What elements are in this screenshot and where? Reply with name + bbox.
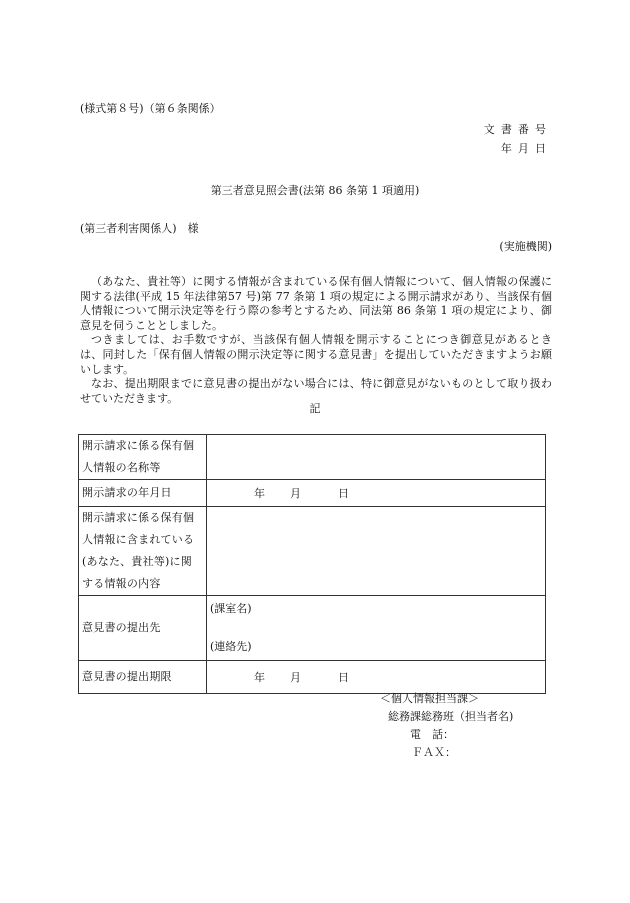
year-label: 年 <box>254 487 265 500</box>
ki-heading: 記 <box>309 402 321 415</box>
table-row <box>79 507 546 596</box>
year-label: 年 <box>254 671 265 684</box>
body-text <box>80 275 552 406</box>
request-info-name-label: 開示請求に係る保有個人情報の名称等 <box>79 435 207 480</box>
submission-destination-label: 意見書の提出先 <box>79 596 207 661</box>
month-label: 月 <box>290 487 301 500</box>
request-date-label: 開示請求の年月日 <box>79 480 207 507</box>
month-label: 月 <box>290 671 301 684</box>
contact-label: (連絡先) <box>210 640 252 653</box>
office-phone: 電 話： <box>410 728 454 741</box>
body-paragraph-1: （あなた、貴社等）に関する情報が含まれている保有個人情報について、個人情報の保護に関する法律(平成 15 年法律第57 号)第 77 条第 1 項の規定による開示請求があり、当該保有個人情報について開示決定等を行う際の参考とするため、同法第 86 条第 1 項の規定により、御意見を伺うこととしました。 <box>80 275 552 332</box>
information-table <box>78 434 546 694</box>
issuing-agency: (実施機関) <box>499 240 552 253</box>
form-number: (様式第８号)（第６条関係） <box>80 102 221 115</box>
submission-destination-value <box>207 596 546 661</box>
table-row <box>79 661 546 694</box>
body-paragraph-2: つきましては、お手数ですが、当該保有個人情報を開示することにつき御意見があるときは、同封した「保有個人情報の開示決定等に関する意見書」を提出していただきますようお願いします。 <box>80 333 552 376</box>
related-info-label: 開示請求に係る保有個人情報に含まれている(あなた、貴社等)に関する情報の内容 <box>79 507 207 596</box>
request-date-value <box>207 480 546 507</box>
table-row <box>79 480 546 507</box>
office-team: 総務課総務班（担当者名) <box>388 710 514 723</box>
table-row <box>79 596 546 661</box>
office-contact-block <box>380 690 513 762</box>
office-section: ＜個人情報担当課＞ <box>380 692 479 705</box>
request-info-name-value <box>207 435 546 480</box>
submission-deadline-label: 意見書の提出期限 <box>79 661 207 694</box>
document-title: 第三者意見照会書(法第 86 条第 1 項適用) <box>210 184 420 197</box>
body-paragraph-3: なお、提出期限までに意見書の提出がない場合には、特に御意見がないものとして取り扱わせていただきます。 <box>80 377 552 405</box>
document-number: 文書番号 <box>483 123 552 136</box>
related-info-value <box>207 507 546 596</box>
office-fax: ＦＡＸ： <box>412 746 456 759</box>
day-label: 日 <box>338 487 349 500</box>
day-label: 日 <box>338 671 349 684</box>
document-date: 年月日 <box>500 142 552 155</box>
table-row <box>79 435 546 480</box>
addressee: (第三者利害関係人) 様 <box>80 222 199 235</box>
room-name-label: (課室名) <box>210 602 252 615</box>
submission-deadline-value <box>207 661 546 694</box>
